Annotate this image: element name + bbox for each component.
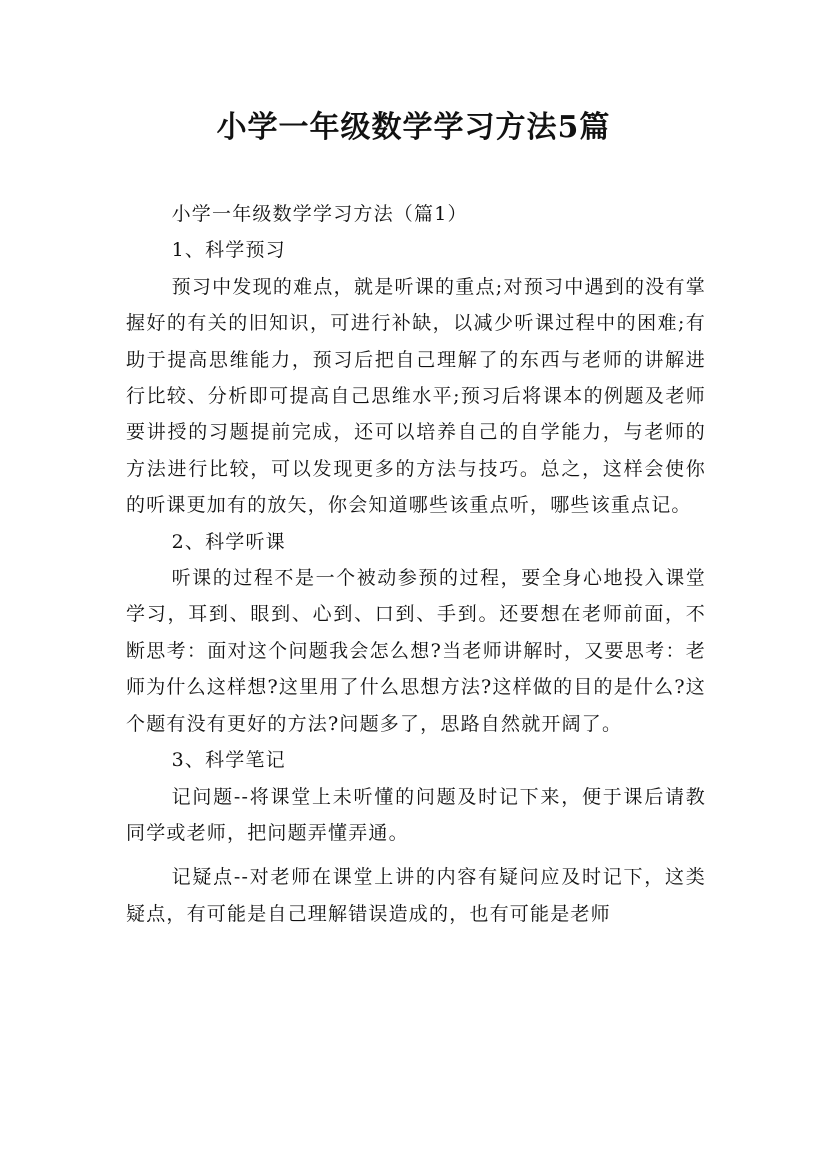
section-heading: 小学一年级数学学习方法（篇1） bbox=[171, 203, 468, 225]
subsection-heading: 3、科学笔记 bbox=[171, 749, 286, 772]
body-paragraph: 记问题--将课堂上未听懂的问题及时记下来，便于课后请教同学或老师，把问题弄懂弄通。 bbox=[126, 785, 706, 844]
body-paragraph: 记疑点--对老师在课堂上讲的内容有疑问应及时记下，这类疑点，有可能是自己理解错误造成的，也有可能是老师 bbox=[126, 866, 706, 925]
document-title: 小学一年级数学学习方法5篇 bbox=[216, 110, 611, 145]
subsection-heading: 2、科学听课 bbox=[171, 530, 286, 553]
subsection-heading: 1、科学预习 bbox=[171, 239, 286, 262]
body-paragraph: 听课的过程不是一个被动参预的过程，要全身心地投入课堂学习，耳到、眼到、心到、口到、手到。还要想在老师前面，不断思考：面对这个问题我会怎么想?当老师讲解时，又要思考：老师为什么这样想?这里用了什么思想方法?这样做的目的是什么?这个题有没有更好的方法?问题多了，思路自然就开阔了。 bbox=[126, 567, 706, 735]
document-body bbox=[126, 196, 706, 932]
body-paragraph: 预习中发现的难点，就是听课的重点;对预习中遇到的没有掌握好的有关的旧知识，可进行补缺，以减少听课过程中的困难;有助于提高思维能力，预习后把自己理解了的东西与老师的讲解进行比较、分析即可提高自己思维水平;预习后将课本的例题及老师要讲授的习题提前完成，还可以培养自己的自学能力，与老师的方法进行比较，可以发现更多的方法与技巧。总之，这样会使你的听课更加有的放矢，你会知道哪些该重点听，哪些该重点记。 bbox=[126, 275, 706, 517]
